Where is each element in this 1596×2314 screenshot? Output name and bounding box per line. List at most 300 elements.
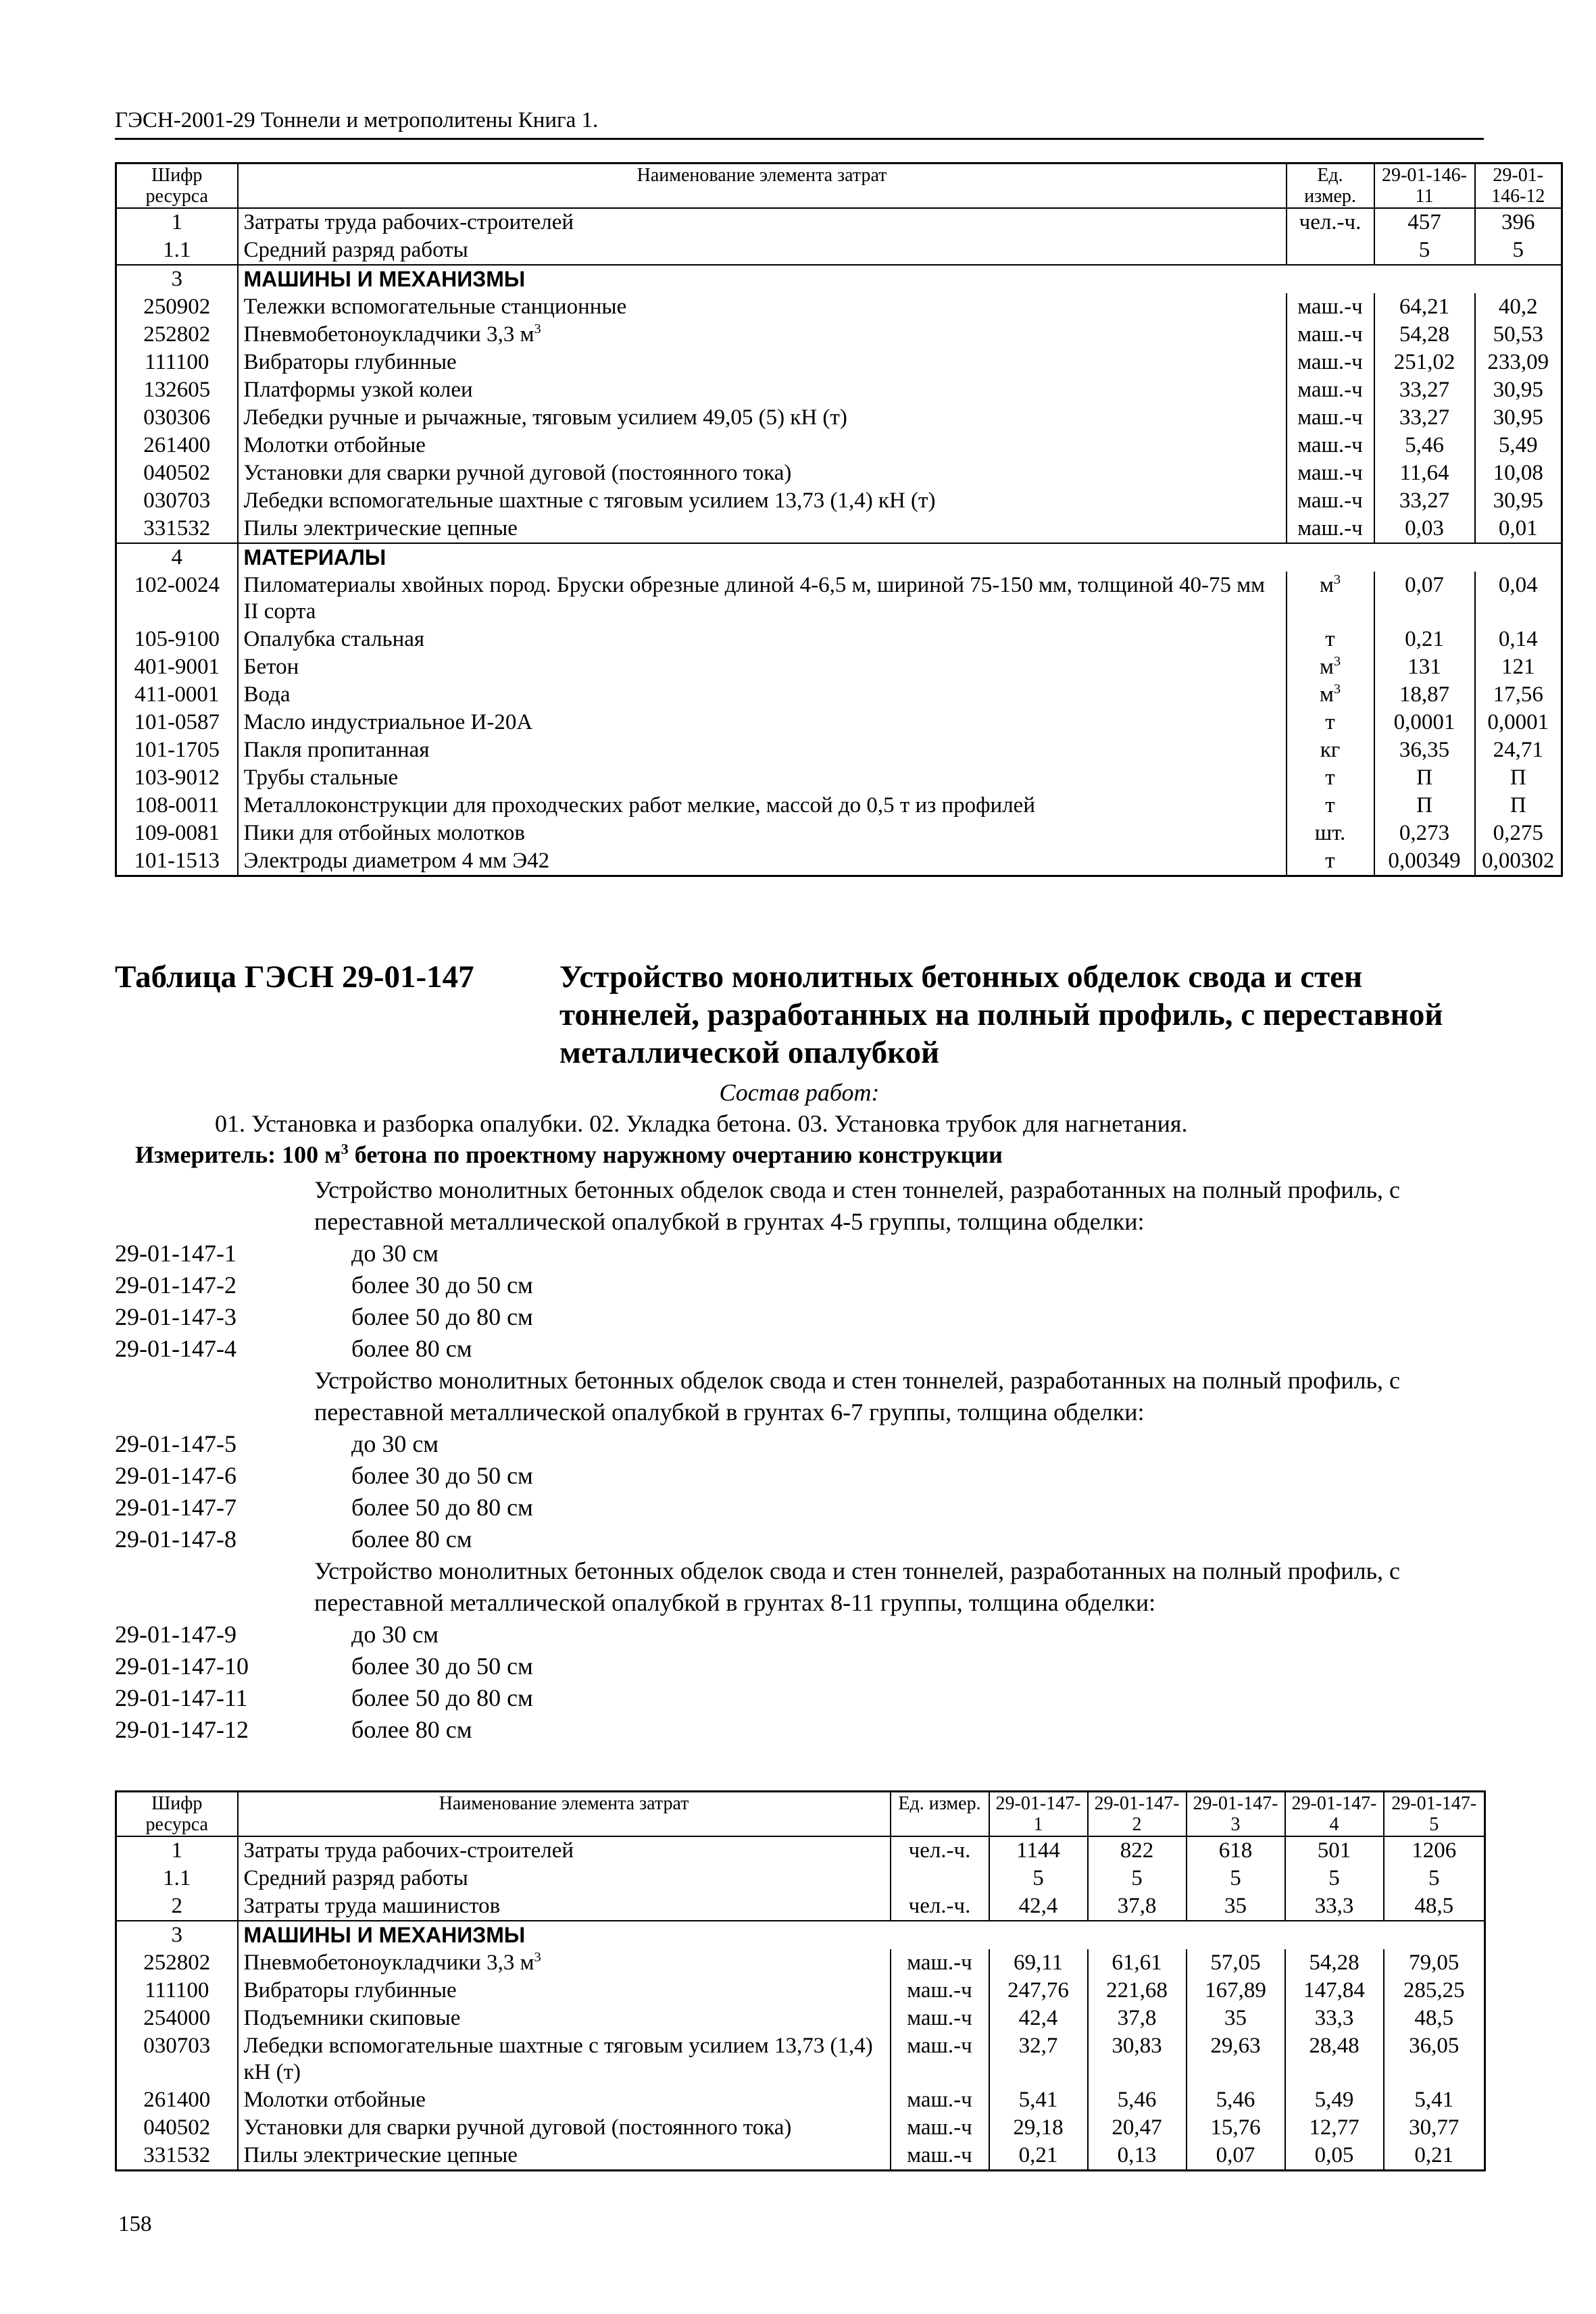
- resource-code: 331532: [116, 515, 238, 543]
- value-cell: 30,95: [1475, 404, 1562, 432]
- cost-element-name: [238, 681, 1287, 709]
- value-cell: П: [1475, 764, 1562, 792]
- unit-cell: [1287, 709, 1374, 736]
- value-cell: 0,00302: [1475, 847, 1562, 876]
- unit-cell: [891, 2086, 989, 2114]
- unit-text: маш.-ч: [1297, 295, 1363, 319]
- value-cell: 0,07: [1187, 2142, 1285, 2171]
- unit-cell: [1287, 515, 1374, 543]
- cost-element-text: Лебедки ручные и рычажные, тяговым усилием 49,05 (5) кН (т): [243, 405, 847, 430]
- resource-table-146: [115, 162, 1563, 877]
- norm-thickness: более 80 см: [351, 1335, 472, 1362]
- group-row: [116, 1921, 1485, 1949]
- value-cell: 0,21: [1384, 2142, 1485, 2171]
- table-row: [116, 2032, 1485, 2086]
- cost-element-text: Пики для отбойных молотков: [243, 821, 525, 845]
- table-row: [116, 432, 1562, 459]
- resource-code: 105-9100: [116, 626, 238, 653]
- value-cell: 10,08: [1475, 459, 1562, 487]
- norm-list: [115, 1174, 1484, 1746]
- value-cell: 28,48: [1285, 2032, 1384, 2086]
- table-row: [116, 2005, 1485, 2032]
- resource-code: 254000: [116, 2005, 238, 2032]
- cost-element-name: [238, 653, 1287, 681]
- resource-code: 3: [116, 265, 238, 293]
- value-cell: 17,56: [1475, 681, 1562, 709]
- norm-item: [115, 1460, 1484, 1492]
- norm-thickness: более 30 до 50 см: [351, 1272, 533, 1299]
- cost-element-text: Бетон: [243, 655, 299, 679]
- unit-cell: [1287, 764, 1374, 792]
- norm-thickness: более 80 см: [351, 1716, 472, 1743]
- resource-code: 1: [116, 1836, 238, 1865]
- resource-code: 411-0001: [116, 681, 238, 709]
- table-row: [116, 1892, 1485, 1921]
- value-cell: 457: [1374, 208, 1475, 236]
- column-header: 29-01-147-5: [1384, 1792, 1485, 1837]
- unit-cell: [891, 1977, 989, 2005]
- cost-element-text: Пневмобетоноукладчики 3,3 м: [243, 322, 534, 347]
- value-cell: 37,8: [1088, 1892, 1187, 1921]
- unit-cell: [1287, 321, 1374, 349]
- cost-element-text: Пакля пропитанная: [243, 738, 430, 762]
- column-header: Шифр ресурса: [116, 1792, 238, 1837]
- resource-code: 1.1: [116, 1865, 238, 1892]
- value-cell: 50,53: [1475, 321, 1562, 349]
- unit-text: шт.: [1314, 821, 1346, 845]
- unit-text: т: [1325, 765, 1335, 790]
- norm-code: 29-01-147-4: [115, 1335, 236, 1362]
- unit-text: маш.-ч: [907, 2115, 972, 2140]
- value-cell: 36,05: [1384, 2032, 1485, 2086]
- cost-element-name: [238, 847, 1287, 876]
- resource-code: 4: [116, 543, 238, 572]
- cost-element-name: [238, 792, 1287, 820]
- value-cell: 30,95: [1475, 376, 1562, 404]
- value-cell: П: [1475, 792, 1562, 820]
- cost-element-name: [238, 736, 1287, 764]
- unit-text: маш.-ч: [907, 2006, 972, 2030]
- norm-thickness: более 50 до 80 см: [351, 1684, 533, 1711]
- value-cell: 5,46: [1088, 2086, 1187, 2114]
- unit-cell: [1287, 487, 1374, 515]
- unit-cell: [1287, 792, 1374, 820]
- cost-element-text: Масло индустриальное И-20А: [243, 710, 533, 734]
- unit-cell: [891, 2005, 989, 2032]
- composition-label: Состав работ:: [719, 1079, 880, 1106]
- norm-group-description: Устройство монолитных бетонных обделок свода и стен тоннелей, разработанных на полный профиль, с переставной металлической опалубкой в грунтах 8-11 группы, толщина обделки:: [314, 1557, 1401, 1616]
- table-row: [116, 515, 1562, 543]
- unit-text: чел.-ч.: [1299, 210, 1362, 234]
- cost-element-name: [238, 1865, 891, 1892]
- cost-element-text: Пиломатериалы хвойных пород. Бруски обрезные длиной 4-6,5 м, шириной 75-150 мм, толщиной 40-75 мм II сорта: [243, 573, 1265, 624]
- resource-code: 1: [116, 208, 238, 236]
- cost-element-text: Платформы узкой колеи: [243, 378, 473, 402]
- resource-code: 102-0024: [116, 572, 238, 626]
- group-title: МАШИНЫ И МЕХАНИЗМЫ: [238, 265, 1562, 293]
- cost-element-text: Средний разряд работы: [243, 1866, 468, 1890]
- resource-code: 252802: [116, 321, 238, 349]
- resource-code: 109-0081: [116, 820, 238, 847]
- unit-text: т: [1325, 627, 1335, 651]
- cost-element-text: Подъемники скиповые: [243, 2006, 461, 2030]
- value-cell: 37,8: [1088, 2005, 1187, 2032]
- group-title: МАШИНЫ И МЕХАНИЗМЫ: [238, 1921, 1485, 1949]
- value-cell: 1144: [989, 1836, 1088, 1865]
- column-header: 29-01-146-11: [1374, 164, 1475, 209]
- value-cell: 5: [1475, 236, 1562, 265]
- cost-element-name: [238, 2114, 891, 2142]
- norm-item: [115, 1333, 1484, 1365]
- table-row: [116, 487, 1562, 515]
- unit-text: маш.-ч: [1297, 350, 1363, 374]
- group-row: [116, 543, 1562, 572]
- value-cell: 0,275: [1475, 820, 1562, 847]
- cost-element-name: [238, 376, 1287, 404]
- norm-thickness: до 30 см: [351, 1240, 439, 1267]
- norm-thickness: до 30 см: [351, 1430, 439, 1457]
- norm-item: [115, 1269, 1484, 1301]
- running-header: ГЭСН-2001-29 Тоннели и метрополитены Книга 1.: [115, 107, 1484, 140]
- unit-text: маш.-ч: [1297, 378, 1363, 402]
- unit-cell: [1287, 626, 1374, 653]
- value-cell: 5: [989, 1865, 1088, 1892]
- column-header: 29-01-147-4: [1285, 1792, 1384, 1837]
- norm-code: 29-01-147-12: [115, 1716, 249, 1743]
- cost-element-name: [238, 2032, 891, 2086]
- value-cell: 0,0001: [1475, 709, 1562, 736]
- unit-text: маш.-ч: [1297, 461, 1363, 485]
- unit-text: т: [1325, 710, 1335, 734]
- value-cell: 11,64: [1374, 459, 1475, 487]
- table-row: [116, 1865, 1485, 1892]
- resource-code: 261400: [116, 432, 238, 459]
- cost-element-name: [238, 709, 1287, 736]
- value-cell: 396: [1475, 208, 1562, 236]
- value-cell: 0,03: [1374, 515, 1475, 543]
- table-row: [116, 2142, 1485, 2171]
- group-row: [116, 265, 1562, 293]
- superscript: 3: [534, 1950, 541, 1965]
- table-code: Таблица ГЭСН 29-01-147: [115, 959, 474, 995]
- unit-text: т: [1325, 793, 1335, 818]
- column-header: 29-01-147-1: [989, 1792, 1088, 1837]
- table-row: [116, 459, 1562, 487]
- value-cell: 0,05: [1285, 2142, 1384, 2171]
- norm-item: [115, 1682, 1484, 1714]
- resource-code: 3: [116, 1921, 238, 1949]
- norm-thickness: более 50 до 80 см: [351, 1303, 533, 1330]
- value-cell: 5,46: [1374, 432, 1475, 459]
- value-cell: 5: [1088, 1865, 1187, 1892]
- unit-text: маш.-ч: [1297, 322, 1363, 347]
- unit-cell: [1287, 376, 1374, 404]
- unit-cell: [1287, 349, 1374, 376]
- cost-element-text: Средний разряд работы: [243, 238, 468, 262]
- value-cell: 33,3: [1285, 1892, 1384, 1921]
- cost-element-name: [238, 2005, 891, 2032]
- unit-cell: [1287, 847, 1374, 876]
- value-cell: 131: [1374, 653, 1475, 681]
- resource-code: 030703: [116, 2032, 238, 2086]
- unit-cell: [891, 2142, 989, 2171]
- resource-code: 040502: [116, 459, 238, 487]
- norm-code: 29-01-147-10: [115, 1653, 249, 1680]
- resource-code: 108-0011: [116, 792, 238, 820]
- cost-element-name: [238, 626, 1287, 653]
- table-row: [116, 236, 1562, 265]
- value-cell: 5,49: [1475, 432, 1562, 459]
- cost-element-text: Трубы стальные: [243, 765, 399, 790]
- cost-element-text: Электроды диаметром 4 мм Э42: [243, 849, 550, 873]
- cost-element-text: Молотки отбойные: [243, 433, 426, 457]
- unit-text: маш.-ч: [907, 1978, 972, 2003]
- resource-code: 2: [116, 1892, 238, 1921]
- value-cell: 167,89: [1187, 1977, 1285, 2005]
- column-header: 29-01-147-3: [1187, 1792, 1285, 1837]
- value-cell: 233,09: [1475, 349, 1562, 376]
- value-cell: П: [1374, 764, 1475, 792]
- unit-text: м: [1319, 573, 1334, 597]
- norm-item: [115, 1524, 1484, 1555]
- resource-code: 331532: [116, 2142, 238, 2171]
- table-row: [116, 208, 1562, 236]
- value-cell: 64,21: [1374, 293, 1475, 321]
- resource-code: 401-9001: [116, 653, 238, 681]
- column-header: 29-01-147-2: [1088, 1792, 1187, 1837]
- value-cell: 48,5: [1384, 2005, 1485, 2032]
- unit-cell: [891, 2114, 989, 2142]
- value-cell: 221,68: [1088, 1977, 1187, 2005]
- table-title: Устройство монолитных бетонных обделок свода и стен тоннелей, разработанных на полный профиль, с переставной металлической опалубкой: [559, 959, 1443, 1070]
- table-row: [116, 349, 1562, 376]
- value-cell: 0,04: [1475, 572, 1562, 626]
- value-cell: 33,27: [1374, 376, 1475, 404]
- cost-element-name: [238, 208, 1287, 236]
- value-cell: П: [1374, 792, 1475, 820]
- cost-element-name: [238, 321, 1287, 349]
- unit-text: чел.-ч.: [908, 1838, 971, 1863]
- value-cell: 0,14: [1475, 626, 1562, 653]
- cost-element-text: Лебедки вспомогательные шахтные с тяговым усилием 13,73 (1,4) кН (т): [243, 2034, 873, 2084]
- table-row: [116, 404, 1562, 432]
- value-cell: 69,11: [989, 1949, 1088, 1977]
- value-cell: 5: [1374, 236, 1475, 265]
- value-cell: 5: [1285, 1865, 1384, 1892]
- value-cell: 147,84: [1285, 1977, 1384, 2005]
- norm-code: 29-01-147-8: [115, 1526, 236, 1553]
- value-cell: 5,41: [989, 2086, 1088, 2114]
- unit-text: чел.-ч.: [908, 1894, 971, 1918]
- cost-element-name: [238, 2142, 891, 2171]
- cost-element-name: [238, 820, 1287, 847]
- norm-code: 29-01-147-9: [115, 1621, 236, 1648]
- resource-code: 252802: [116, 1949, 238, 1977]
- value-cell: 247,76: [989, 1977, 1088, 2005]
- norm-item: [115, 1619, 1484, 1651]
- value-cell: 0,0001: [1374, 709, 1475, 736]
- value-cell: 0,00349: [1374, 847, 1475, 876]
- norm-thickness: до 30 см: [351, 1621, 439, 1648]
- table-row: [116, 709, 1562, 736]
- cost-element-text: Затраты труда машинистов: [243, 1894, 501, 1918]
- table-row: [116, 792, 1562, 820]
- resource-code: 030306: [116, 404, 238, 432]
- column-header: 29-01-146-12: [1475, 164, 1562, 209]
- value-cell: 0,21: [1374, 626, 1475, 653]
- table-row: [116, 1836, 1485, 1865]
- value-cell: 42,4: [989, 1892, 1088, 1921]
- table-row: [116, 626, 1562, 653]
- group-title: МАТЕРИАЛЫ: [238, 543, 1562, 572]
- unit-cell: [1287, 653, 1374, 681]
- table-row: [116, 1977, 1485, 2005]
- cost-element-text: Установки для сварки ручной дуговой (постоянного тока): [243, 461, 792, 485]
- unit-cell: [1287, 293, 1374, 321]
- cost-element-text: Вибраторы глубинные: [243, 350, 457, 374]
- table-row: [116, 1949, 1485, 1977]
- resource-code: 101-1513: [116, 847, 238, 876]
- resource-code: 101-0587: [116, 709, 238, 736]
- value-cell: 48,5: [1384, 1892, 1485, 1921]
- unit-cell: [1287, 820, 1374, 847]
- superscript: 3: [1333, 682, 1341, 697]
- unit-cell: [1287, 404, 1374, 432]
- cost-element-name: [238, 572, 1287, 626]
- value-cell: 35: [1187, 1892, 1285, 1921]
- unit-cell: [1287, 736, 1374, 764]
- unit-text: маш.-ч: [907, 2034, 972, 2058]
- table-row: [116, 376, 1562, 404]
- norm-item: [115, 1428, 1484, 1460]
- value-cell: 30,83: [1088, 2032, 1187, 2086]
- cost-element-text: Пилы электрические цепные: [243, 516, 518, 540]
- table-row: [116, 847, 1562, 876]
- value-cell: 0,01: [1475, 515, 1562, 543]
- value-cell: 822: [1088, 1836, 1187, 1865]
- column-header: Ед. измер.: [891, 1792, 989, 1837]
- norm-item: [115, 1714, 1484, 1746]
- superscript: 3: [1333, 572, 1341, 587]
- value-cell: 1206: [1384, 1836, 1485, 1865]
- cost-element-name: [238, 515, 1287, 543]
- value-cell: 0,13: [1088, 2142, 1187, 2171]
- cost-element-name: [238, 1892, 891, 1921]
- cost-element-name: [238, 349, 1287, 376]
- unit-cell: [1287, 681, 1374, 709]
- value-cell: 618: [1187, 1836, 1285, 1865]
- cost-element-name: [238, 236, 1287, 265]
- norm-thickness: более 50 до 80 см: [351, 1494, 533, 1521]
- value-cell: 33,27: [1374, 487, 1475, 515]
- resource-code: 261400: [116, 2086, 238, 2114]
- unit-cell: [1287, 236, 1374, 265]
- unit-cell: [1287, 459, 1374, 487]
- norm-code: 29-01-147-7: [115, 1494, 236, 1521]
- resource-code: 250902: [116, 293, 238, 321]
- table-row: [116, 572, 1562, 626]
- unit-cell: [1287, 208, 1374, 236]
- value-cell: 5,49: [1285, 2086, 1384, 2114]
- value-cell: 0,21: [989, 2142, 1088, 2171]
- value-cell: 29,18: [989, 2114, 1088, 2142]
- value-cell: 12,77: [1285, 2114, 1384, 2142]
- value-cell: 61,61: [1088, 1949, 1187, 1977]
- cost-element-text: Вибраторы глубинные: [243, 1978, 457, 2003]
- norm-group-description: Устройство монолитных бетонных обделок свода и стен тоннелей, разработанных на полный профиль, с переставной металлической опалубкой в грунтах 4-5 группы, толщина обделки:: [314, 1176, 1401, 1235]
- norm-item: [115, 1238, 1484, 1269]
- resource-code: 101-1705: [116, 736, 238, 764]
- unit-cell: [891, 2032, 989, 2086]
- table-row: [116, 293, 1562, 321]
- value-cell: 5: [1384, 1865, 1485, 1892]
- unit-cell: [891, 1949, 989, 1977]
- value-cell: 121: [1475, 653, 1562, 681]
- resource-table-147: [115, 1790, 1486, 2171]
- cost-element-text: Лебедки вспомогательные шахтные с тяговым усилием 13,73 (1,4) кН (т): [243, 488, 936, 513]
- cost-element-text: Пилы электрические цепные: [243, 2143, 518, 2167]
- unit-text: маш.-ч: [907, 2088, 972, 2112]
- cost-element-name: [238, 293, 1287, 321]
- norm-code: 29-01-147-3: [115, 1303, 236, 1330]
- unit-text: т: [1325, 849, 1335, 873]
- table-row: [116, 820, 1562, 847]
- table-row: [116, 653, 1562, 681]
- cost-element-name: [238, 764, 1287, 792]
- cost-element-text: Затраты труда рабочих-строителей: [243, 210, 574, 234]
- unit-text: маш.-ч: [907, 2143, 972, 2167]
- column-header: Наименование элемента затрат: [238, 164, 1287, 209]
- unit-text: маш.-ч: [1297, 516, 1363, 540]
- cost-element-text: Пневмобетоноукладчики 3,3 м: [243, 1951, 534, 1975]
- value-cell: 5,46: [1187, 2086, 1285, 2114]
- unit-text: кг: [1320, 738, 1341, 762]
- value-cell: 501: [1285, 1836, 1384, 1865]
- norm-code: 29-01-147-2: [115, 1272, 236, 1299]
- unit-cell: [891, 1836, 989, 1865]
- column-header: Шифр ресурса: [116, 164, 238, 209]
- norm-code: 29-01-147-5: [115, 1430, 236, 1457]
- value-cell: 32,7: [989, 2032, 1088, 2086]
- page-number: 158: [118, 2212, 152, 2236]
- table-row: [116, 2086, 1485, 2114]
- norm-thickness: более 30 до 50 см: [351, 1462, 533, 1489]
- unit-cell: [891, 1892, 989, 1921]
- norm-item: [115, 1651, 1484, 1682]
- cost-element-text: Затраты труда рабочих-строителей: [243, 1838, 574, 1863]
- value-cell: 15,76: [1187, 2114, 1285, 2142]
- value-cell: 36,35: [1374, 736, 1475, 764]
- table-row: [116, 764, 1562, 792]
- value-cell: 251,02: [1374, 349, 1475, 376]
- value-cell: 0,273: [1374, 820, 1475, 847]
- cost-element-text: Вода: [243, 682, 291, 707]
- unit-text: маш.-ч: [1297, 433, 1363, 457]
- cost-element-text: Металлоконструкции для проходческих работ мелкие, массой до 0,5 т из профилей: [243, 793, 1035, 818]
- value-cell: 54,28: [1285, 1949, 1384, 1977]
- column-header: Ед. измер.: [1287, 164, 1374, 209]
- value-cell: 0,07: [1374, 572, 1475, 626]
- column-header: Наименование элемента затрат: [238, 1792, 891, 1837]
- cost-element-name: [238, 432, 1287, 459]
- value-cell: 30,95: [1475, 487, 1562, 515]
- resource-code: 030703: [116, 487, 238, 515]
- unit-cell: [1287, 572, 1374, 626]
- unit-cell: [1287, 432, 1374, 459]
- table-row: [116, 2114, 1485, 2142]
- cost-element-name: [238, 1836, 891, 1865]
- value-cell: 42,4: [989, 2005, 1088, 2032]
